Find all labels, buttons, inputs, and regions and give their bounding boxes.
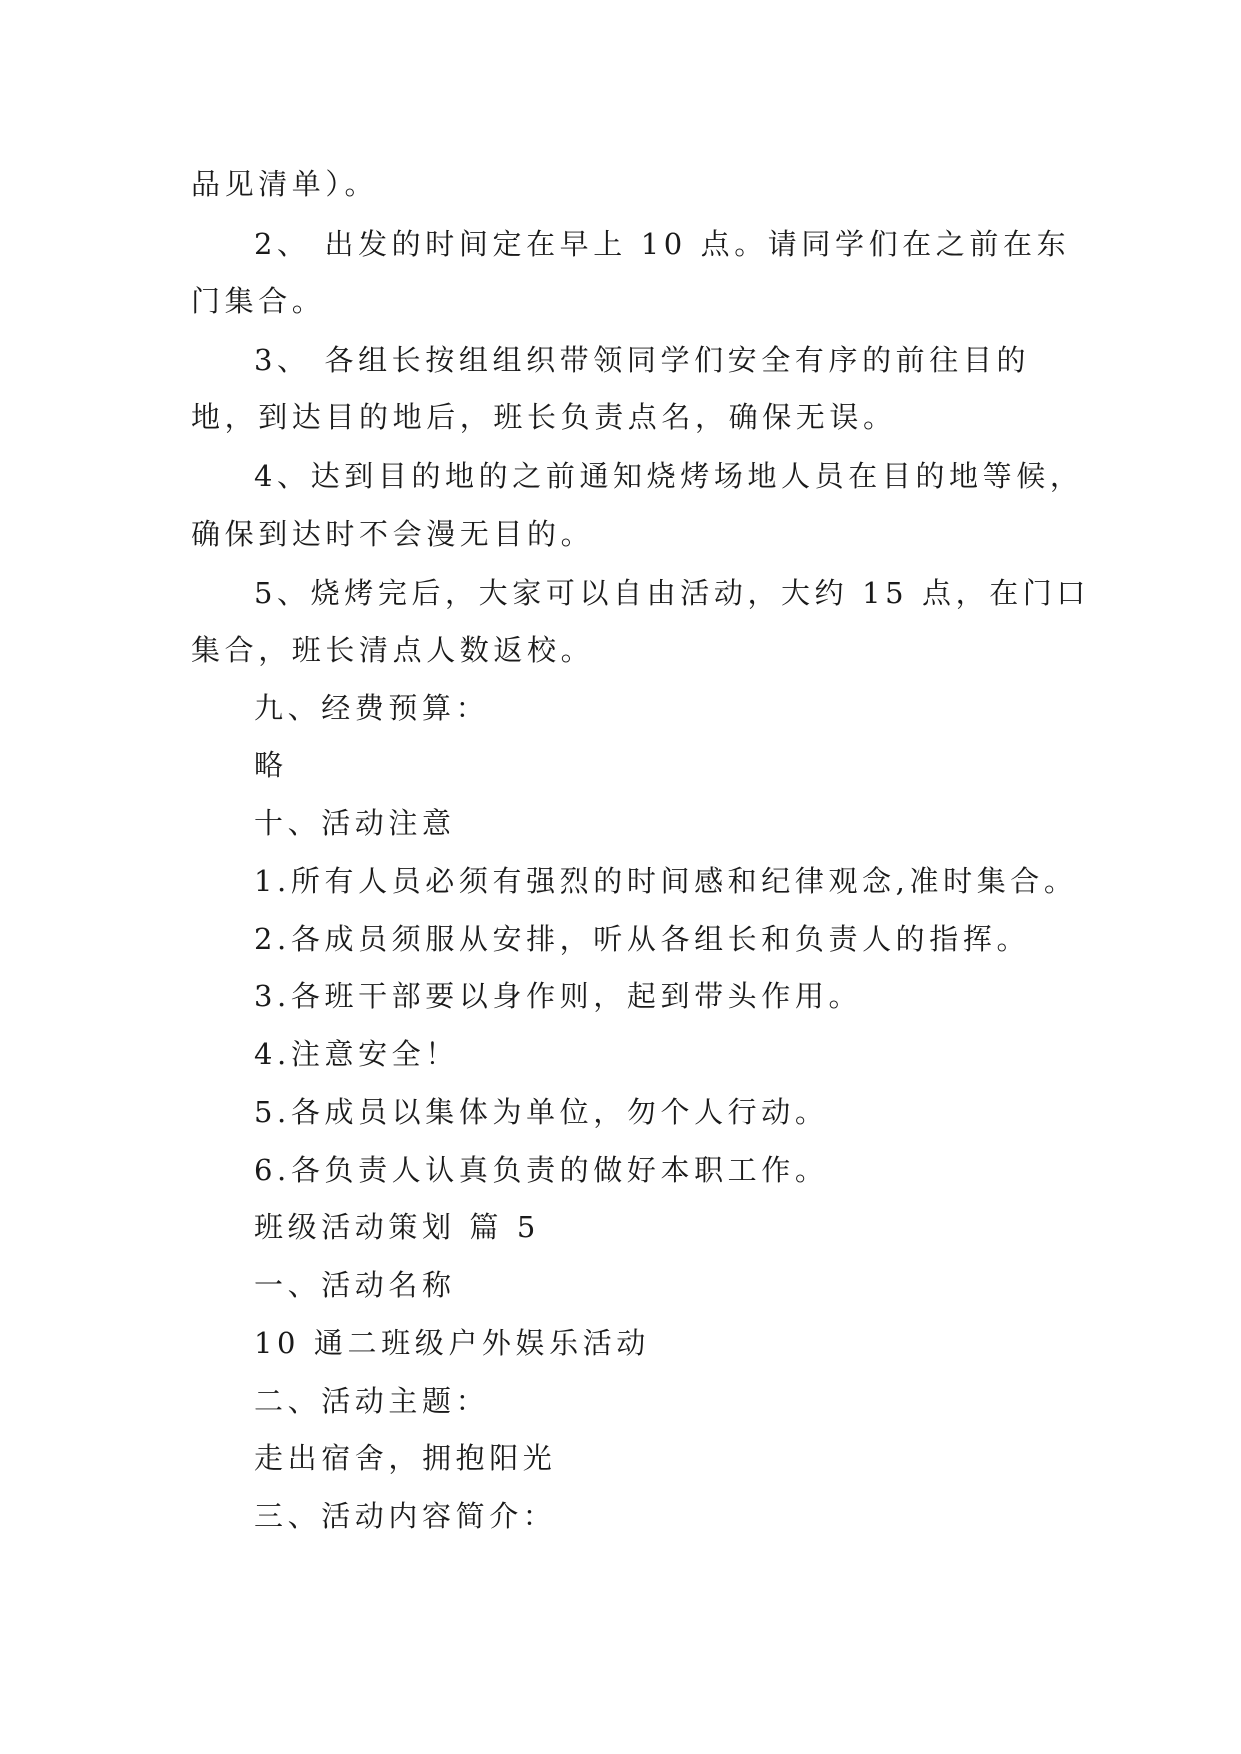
heading-activity-theme: 二、活动主题： (254, 1384, 490, 1418)
text-line-3: 门集合。 (191, 284, 326, 318)
text-line-21: 10 通二班级户外娱乐活动 (254, 1326, 650, 1360)
text-line-1: 品见清单）。 (191, 167, 379, 201)
list-item-2: 2.各成员须服从安排，听从各组长和负责人的指挥。 (254, 922, 1031, 956)
text-line-5: 地，到达目的地后，班长负责点名，确保无误。 (191, 400, 897, 434)
text-line-4: 3、 各组长按组组织带领同学们安全有序的前往目的 (254, 343, 1031, 377)
text-line-2: 2、 出发的时间定在早上 10 点。请同学们在之前在东 (254, 227, 1071, 261)
list-item-5: 5.各成员以集体为单位，勿个人行动。 (254, 1095, 829, 1129)
list-item-3: 3.各班干部要以身作则，起到带头作用。 (254, 979, 863, 1013)
text-line-11: 略 (254, 748, 288, 782)
heading-activity-name: 一、活动名称 (254, 1268, 456, 1302)
text-line-7: 确保到达时不会漫无目的。 (191, 517, 595, 551)
text-line-8: 5、烧烤完后，大家可以自由活动，大约 15 点，在门口 (254, 576, 1090, 610)
heading-notes: 十、活动注意 (254, 806, 456, 840)
text-line-6: 4、达到目的地的之前通知烧烤场地人员在目的地等候， (254, 459, 1084, 493)
text-line-9: 集合，班长清点人数返校。 (191, 633, 595, 667)
section-title: 班级活动策划 篇 5 (254, 1210, 540, 1244)
list-item-1: 1.所有人员必须有强烈的时间感和纪律观念,准时集合。 (254, 864, 1078, 898)
list-item-4: 4.注意安全！ (254, 1037, 459, 1071)
list-item-6: 6.各负责人认真负责的做好本职工作。 (254, 1153, 829, 1187)
text-line-23: 走出宿舍，拥抱阳光 (254, 1441, 557, 1475)
heading-activity-content: 三、活动内容简介： (254, 1499, 557, 1533)
heading-budget: 九、经费预算： (254, 691, 490, 725)
